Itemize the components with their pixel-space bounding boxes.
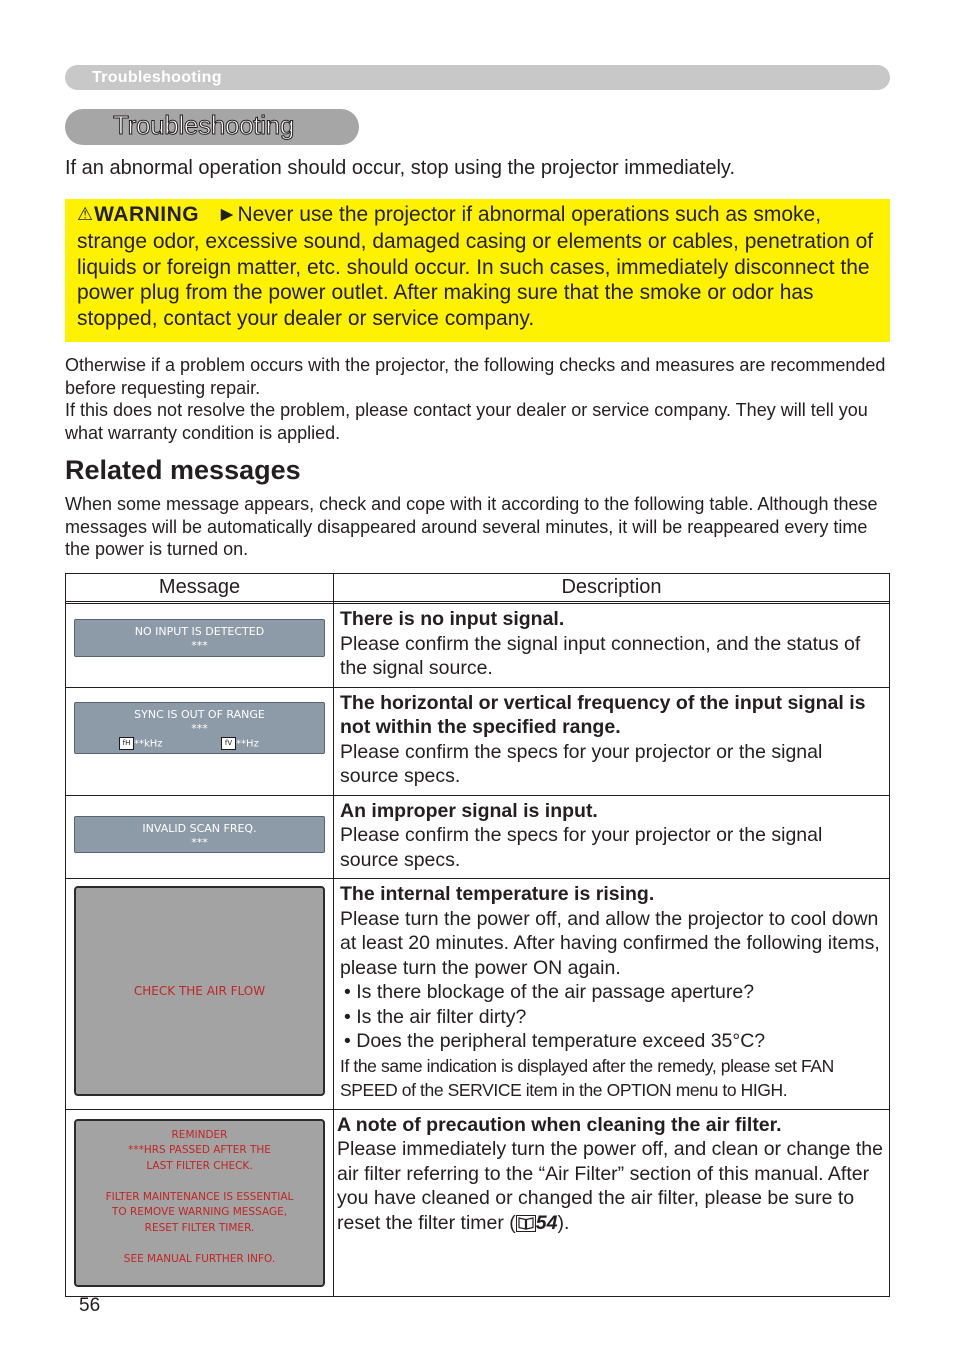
- fv-icon: fV: [221, 737, 236, 750]
- osd-filter-reminder: REMINDER ***HRS PASSED AFTER THE LAST FILTER CHECK. FILTER MAINTENANCE IS ESSENTIAL TO REMOVE WARNING MESSAGE, RESET FILTER TIMER. SEE MANUAL FURTHER INFO.: [74, 1119, 325, 1287]
- osd-hfreq: fH **kHz: [119, 737, 163, 752]
- intro-text: If an abnormal operation should occur, stop using the projector immediately.: [65, 157, 735, 179]
- message-image-cell: [66, 687, 334, 795]
- section-title: Related messages: [65, 455, 301, 485]
- reference-page[interactable]: 54: [535, 1211, 558, 1234]
- message-description: The horizontal or vertical frequency of the input signal is not within the specified range. Please confirm the specs for your projector or the signal source specs.: [334, 687, 890, 795]
- paragraph-repair: Otherwise if a problem occurs with the projector, the following checks and measures are recommended before requesting repair.: [65, 355, 886, 398]
- message-image-cell: [66, 604, 334, 688]
- table-row: [66, 879, 890, 1110]
- book-icon: [516, 1215, 536, 1232]
- header-bar: [65, 65, 890, 90]
- table-row: [66, 795, 890, 879]
- message-description: A note of precaution when cleaning the air filter. Please immediately turn the power off, and clean or change the air filter referring to the “Air Filter” section of this manual. After you have cleaned or changed the air filter, please be sure to reset the filter timer ( 54).: [334, 1109, 890, 1296]
- section-intro: When some message appears, check and cope with it according to the following table. Although these messages will be automatically disappeared around several minutes, it will be reappeared every time the power is turned on.: [65, 494, 878, 560]
- message-image-cell: [66, 879, 334, 1110]
- message-description: The internal temperature is rising. Please turn the power off, and allow the projector to cool down at least 20 minutes. After having confirmed the following items, please turn the power ON again. • Is there blockage of the air passage aperture? • Is the air filter dirty? • Does the peripheral temperature exceed 35°C? If the same indication is displayed after the remedy, please set FAN SPEED of the SERVICE item in the OPTION menu to HIGH.: [334, 879, 890, 1110]
- message-description: There is no input signal. Please confirm the signal input connection, and the status of the signal source.: [334, 604, 890, 688]
- warning-text: ►Never use the projector if abnormal operations such as smoke, strange odor, excessive sound, damaged casing or elements or cables, penetration of liquids or foreign matter, etc. should occur. In such cases, immediately disconnect the power plug from the power outlet. After making sure that the smoke or odor has stopped, contact your dealer or service company.: [77, 203, 874, 331]
- message-image-cell: [66, 795, 334, 879]
- page-title-pill: [65, 109, 359, 145]
- column-header-description: Description: [334, 574, 890, 602]
- osd-check-air-flow: CHECK THE AIR FLOW: [74, 886, 325, 1096]
- osd-vfreq: fV **Hz: [221, 737, 259, 752]
- table-row: [66, 687, 890, 795]
- warning-triangle-icon: ⚠: [77, 204, 94, 224]
- osd-invalid-scan: INVALID SCAN FREQ. ***: [74, 816, 325, 853]
- paragraph-contact: If this does not resolve the problem, please contact your dealer or service company. They will tell you what warranty condition is applied.: [65, 400, 868, 443]
- osd-no-input: NO INPUT IS DETECTED ***: [74, 619, 325, 657]
- osd-sync-out-of-range: SYNC IS OUT OF RANGE *** fH **kHz fV **Hz: [74, 702, 325, 754]
- header-section-label: Troubleshooting: [92, 69, 222, 86]
- page-number: 56: [79, 1295, 101, 1316]
- fh-icon: fH: [119, 737, 134, 750]
- column-header-message: Message: [66, 574, 334, 602]
- table-row: [66, 604, 890, 688]
- warning-label: WARNING: [94, 203, 200, 226]
- page-title: Troubleshooting: [113, 110, 294, 140]
- message-image-cell: [66, 1109, 334, 1296]
- table-header-row: [66, 574, 890, 602]
- warning-box: [65, 199, 890, 342]
- messages-table: [65, 573, 890, 1297]
- table-row: [66, 1109, 890, 1296]
- message-description: An improper signal is input. Please confirm the specs for your projector or the signal source specs.: [334, 795, 890, 879]
